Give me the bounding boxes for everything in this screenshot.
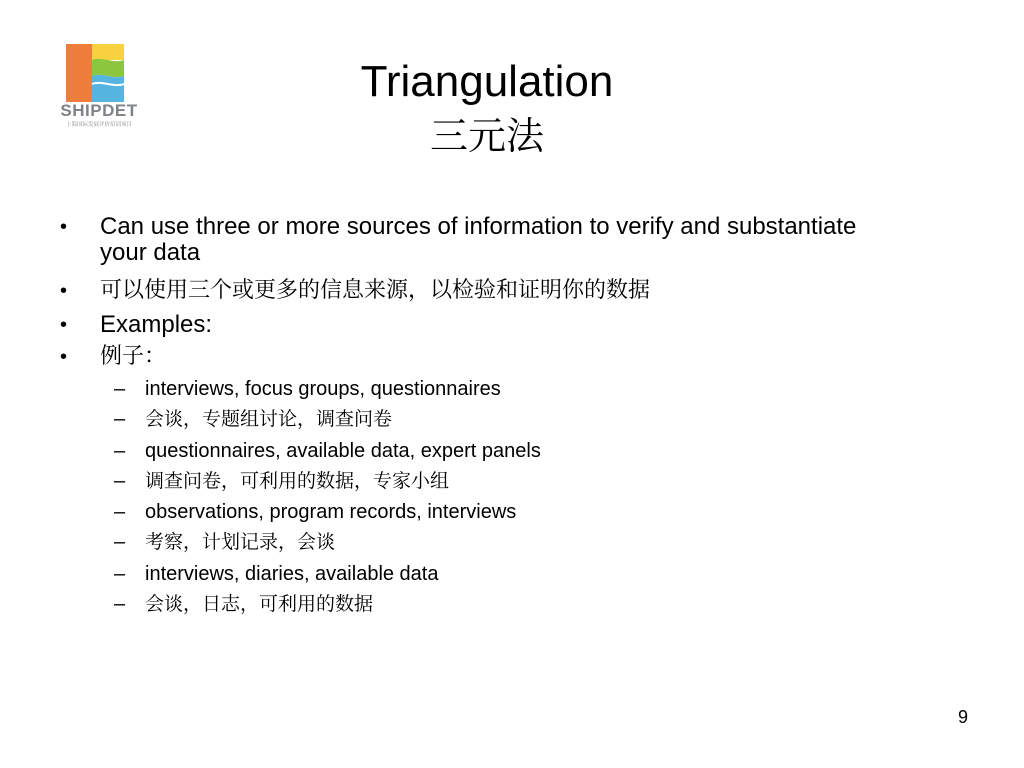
bullet-dot: • [60,346,68,368]
slide-subtitle: 三元法 [429,114,544,158]
logo-name: SHIPDET [60,101,138,120]
shipdet-logo [52,44,146,132]
bullet-text: 例子： [100,344,167,369]
bullet-text: Examples: [100,311,213,338]
sub-bullet-dash: – [114,531,126,553]
shipdet-logo-mark [66,44,124,102]
sub-bullet-text: 调查问卷，可利用的数据，专家小组 [145,470,450,492]
sub-bullet-dash: – [114,378,126,400]
sub-bullet-text: interviews, diaries, available data [145,563,439,585]
sub-bullet-dash: – [114,440,126,462]
sub-bullet-text: questionnaires, available data, expert panels [145,440,541,462]
sub-bullet-dash: – [114,408,126,430]
bullet-dot: • [60,314,68,336]
sub-bullet-dash: – [114,501,126,523]
page-number: 9 [957,707,968,727]
slide-title: Triangulation [360,57,614,106]
bullet-text: Can use three or more sources of information to verify and substantiate your data [100,213,857,266]
logo-subtitle: 上海国际发展评价培训项目 [65,122,132,128]
bullet-dot: • [60,280,68,302]
sub-bullet-dash: – [114,470,126,492]
bullet-text: 可以使用三个或更多的信息来源，以检验和证明你的数据 [100,278,651,303]
sub-bullet-text: 会谈，日志，可利用的数据 [145,593,374,615]
sub-bullet-text: 考察，计划记录，会谈 [145,531,336,553]
bullet-dot: • [60,216,68,238]
sub-bullet-dash: – [114,593,126,615]
sub-bullet-text: observations, program records, interviews [145,501,517,523]
sub-bullet-text: interviews, focus groups, questionnaires [145,378,501,400]
sub-bullet-text: 会谈，专题组讨论，调查问卷 [145,408,393,430]
sub-bullet-dash: – [114,563,126,585]
